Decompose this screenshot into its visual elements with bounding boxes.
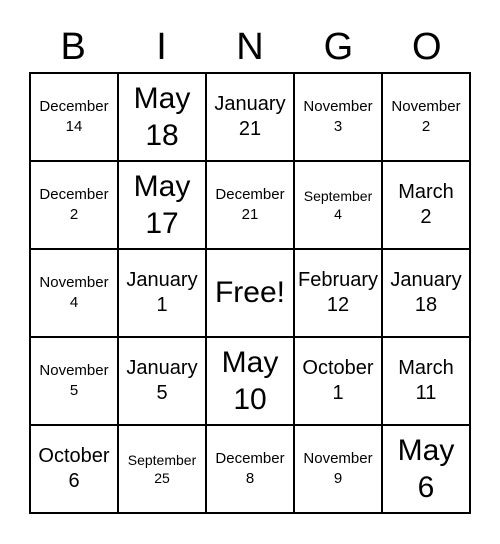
bingo-card-grid xyxy=(29,72,471,514)
bingo-cell-label: November 9 xyxy=(303,450,373,487)
bingo-cell-label: November 3 xyxy=(303,98,373,135)
bingo-cell[interactable] xyxy=(294,161,382,249)
bingo-cell[interactable] xyxy=(382,337,470,425)
bingo-cell[interactable] xyxy=(206,425,294,513)
bingo-cell-label: January 21 xyxy=(214,93,286,140)
bingo-cell-label: November 4 xyxy=(39,274,109,311)
bingo-cell[interactable] xyxy=(294,73,382,161)
bingo-cell-label: May 10 xyxy=(221,345,279,416)
header-letter-n: N xyxy=(236,25,264,68)
bingo-cell-label: January 18 xyxy=(390,269,462,316)
bingo-cell-label: December 14 xyxy=(39,98,109,135)
bingo-cell[interactable] xyxy=(118,337,206,425)
bingo-cell-label: Free! xyxy=(214,276,286,310)
header-letter-o: O xyxy=(411,25,442,68)
bingo-cell[interactable] xyxy=(30,337,118,425)
bingo-cell[interactable] xyxy=(30,73,118,161)
bingo-cell-label: May 6 xyxy=(397,433,455,504)
header-letter-g: G xyxy=(323,25,354,68)
header-letter-i: I xyxy=(156,25,167,68)
bingo-cell-label: November 5 xyxy=(39,362,109,399)
bingo-cell[interactable] xyxy=(294,337,382,425)
bingo-cell[interactable] xyxy=(294,425,382,513)
bingo-cell[interactable] xyxy=(294,249,382,337)
bingo-cell[interactable] xyxy=(382,425,470,513)
free-space-cell[interactable] xyxy=(206,249,294,337)
bingo-cell-label: October 1 xyxy=(302,357,374,404)
bingo-cell[interactable] xyxy=(30,161,118,249)
bingo-cell[interactable] xyxy=(382,73,470,161)
bingo-cell-label: May 17 xyxy=(133,169,191,240)
bingo-cell[interactable] xyxy=(382,249,470,337)
bingo-cell-label: January 1 xyxy=(126,269,198,316)
bingo-cell[interactable] xyxy=(30,249,118,337)
bingo-cell-label: March 2 xyxy=(398,181,454,228)
bingo-cell[interactable] xyxy=(118,73,206,161)
bingo-cell-label: February 12 xyxy=(297,269,379,316)
bingo-cell[interactable] xyxy=(118,425,206,513)
bingo-cell-label: November 2 xyxy=(391,98,461,135)
header-letter-b: B xyxy=(60,25,86,68)
bingo-cell[interactable] xyxy=(206,73,294,161)
bingo-cell[interactable] xyxy=(118,161,206,249)
bingo-cell-label: December 2 xyxy=(39,186,109,223)
bingo-header xyxy=(29,22,471,72)
bingo-cell-label: September 4 xyxy=(303,187,373,222)
bingo-cell-label: December 21 xyxy=(215,186,285,223)
bingo-cell-label: September 25 xyxy=(127,451,197,486)
bingo-cell[interactable] xyxy=(30,425,118,513)
bingo-cell-label: May 18 xyxy=(133,81,191,152)
bingo-cell[interactable] xyxy=(118,249,206,337)
bingo-cell[interactable] xyxy=(206,337,294,425)
bingo-cell-label: March 11 xyxy=(398,357,454,404)
bingo-cell-label: October 6 xyxy=(38,445,110,492)
bingo-cell[interactable] xyxy=(382,161,470,249)
bingo-cell-label: January 5 xyxy=(126,357,198,404)
bingo-cell[interactable] xyxy=(206,161,294,249)
bingo-cell-label: December 8 xyxy=(215,450,285,487)
